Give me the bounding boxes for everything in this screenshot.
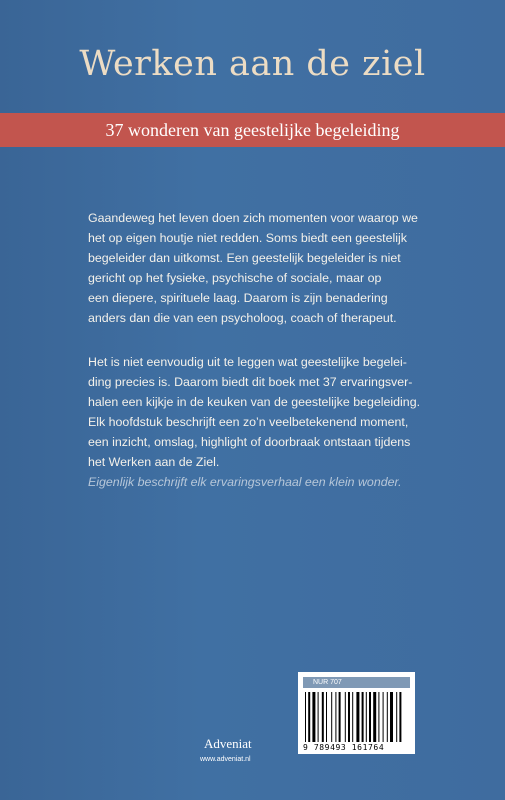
barcode-bar	[366, 692, 367, 742]
barcode-bar	[345, 692, 346, 742]
blurb-paragraph-2: Het is niet eenvoudig uit te leggen wat geestelijke begelei- ding precies is. Daarom biedt dit boek met 37 ervaringsver- halen een kijkje in de keuken van de geestelijke begeleiding. Elk hoofdstuk beschrijft een zo’n veelbetekenend moment, een inzicht, omslag, highlight of doorbraak ontstaan tijdens het Werken aan de Ziel.	[88, 355, 421, 469]
barcode-bar	[326, 692, 327, 742]
barcode-bar	[312, 692, 315, 742]
blurb-paragraph-1: Gaandeweg het leven doen zich momenten voor waarop we het op eigen houtje niet redden. Soms biedt een geestelijk begeleider dan uitkomst. Een geestelijk begeleider is niet gericht op het fysieke, psychische of sociale, maar op een diepere, spirituele laag. Daarom is zijn benadering anders dan die van een psycholoog, coach of therapeut.	[88, 211, 418, 325]
barcode-bar	[308, 692, 310, 742]
barcode-bar	[362, 692, 364, 742]
barcode-bar	[369, 692, 371, 742]
barcode-bar	[339, 692, 341, 742]
barcode-bar	[352, 692, 353, 742]
nur-label: NUR 707	[303, 677, 410, 688]
barcode-bar	[305, 692, 306, 742]
book-title: Werken aan de ziel	[79, 44, 426, 84]
barcode-bar	[383, 692, 384, 742]
blurb-italic-line: Eigenlijk beschrijft elk ervaringsverhaal een klein wonder.	[88, 475, 402, 489]
barcode-bar	[387, 692, 388, 742]
publisher-url: www.adveniat.nl	[200, 756, 251, 763]
barcode-bar	[399, 692, 401, 742]
barcode	[303, 692, 410, 742]
barcode-bar	[373, 692, 376, 742]
publisher-name: Adveniat	[204, 736, 252, 751]
isbn-number: 9 789493 161764	[303, 743, 385, 752]
barcode-bar	[390, 692, 393, 742]
barcode-bar	[348, 692, 350, 742]
barcode-bar	[378, 692, 379, 742]
book-subtitle: 37 wonderen van geestelijke begeleiding	[105, 120, 400, 140]
barcode-bar	[396, 692, 397, 742]
barcode-bar	[356, 692, 359, 742]
barcode-bar	[331, 692, 332, 742]
barcode-bar	[318, 692, 319, 742]
barcode-bar	[335, 692, 336, 742]
barcode-bar	[322, 692, 324, 742]
